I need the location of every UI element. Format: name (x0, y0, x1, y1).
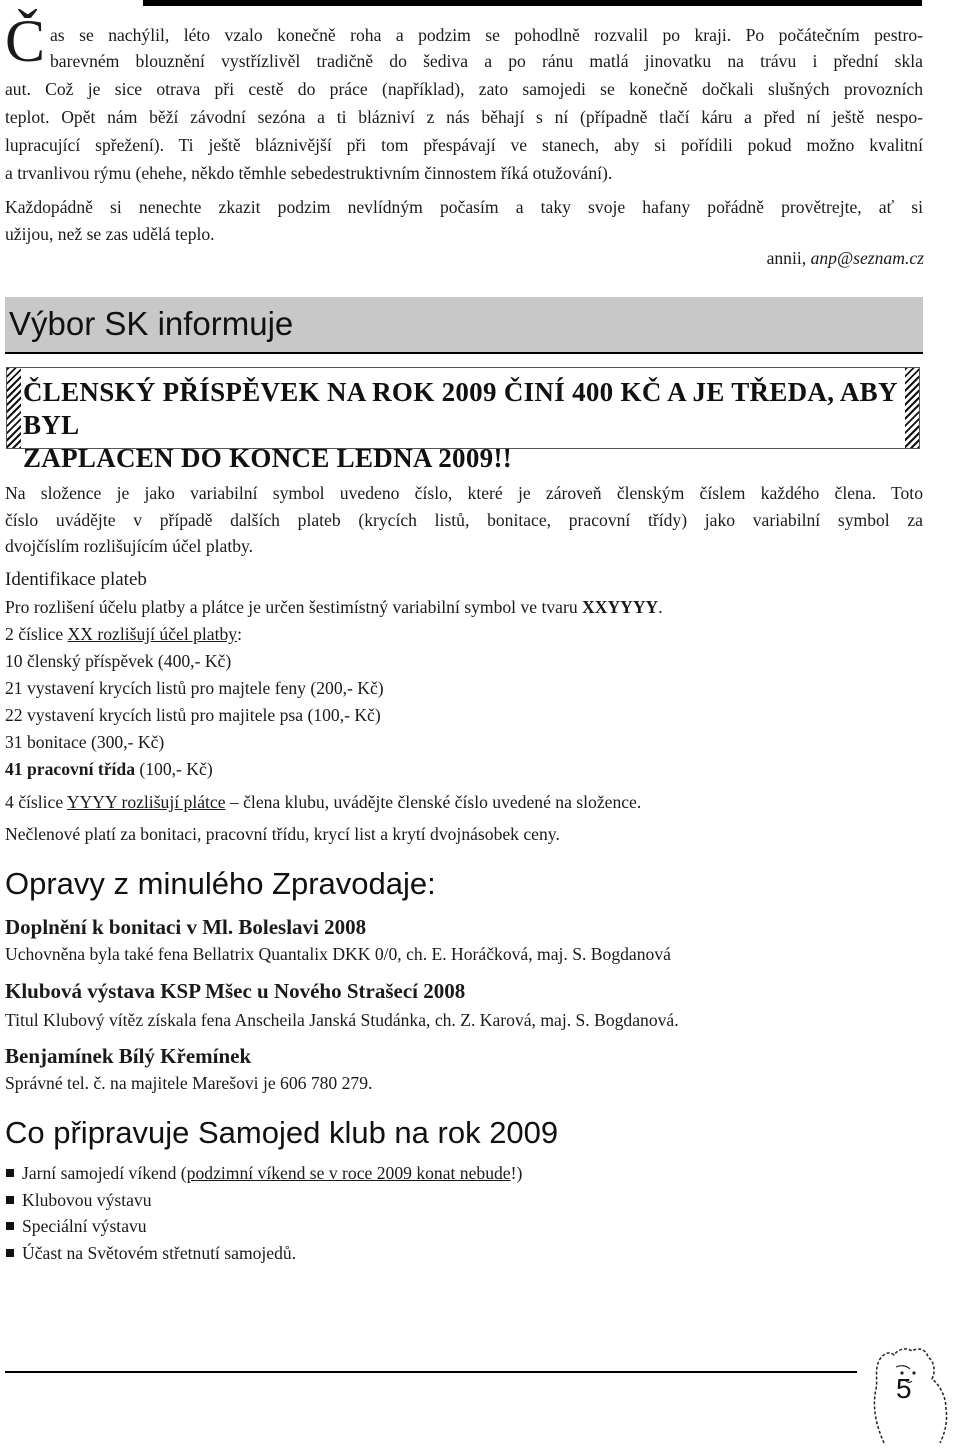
notice-text (23, 376, 903, 475)
signature-email: anp@seznam.cz (810, 248, 924, 268)
list-item (5, 1160, 522, 1187)
drop-cap: Č (5, 8, 46, 74)
section-header-band (5, 297, 923, 354)
intro-line-2: barevném blouznění vystřízlivěl tradičně do šediva a po ránu matlá jinovatku na trávu i přední skla (50, 51, 923, 71)
intro-para2-line-1: Každopádně si nenechte zkazit podzim nevlídným počasím a taky svoje hafany pořádně provětrejte, ať si (5, 197, 923, 217)
list-item: Klubovou výstavu (5, 1187, 522, 1214)
section-title-vybor: Výbor SK informuje (9, 305, 294, 342)
four-digit-underlined: YYYY rozlišují plátce (66, 792, 226, 812)
correction-text-2: Titul Klubový vítěz získala fena Anscheila Janská Studánka, ch. Z. Karová, maj. S. Bogdanová. (5, 1010, 679, 1030)
correction-heading-1: Doplnění k bonitaci v Ml. Boleslavi 2008 (5, 915, 367, 939)
plan-1-prefix: Jarní samojedí víkend ( (22, 1163, 187, 1183)
section-title-opravy: Opravy z minulého Zpravodaje: (5, 866, 436, 901)
notice-line-1: ČLENSKÝ PŘÍSPĚVEK NA ROK 2009 ČINÍ 400 KČ A JE TŘEDA, ABY BYL (23, 377, 897, 440)
code-31: 31 bonitace (300,- Kč) (5, 732, 165, 752)
code-41-price: (100,- Kč) (135, 759, 213, 779)
plan-1-underlined: podzimní víkend se v roce 2009 konat nebude (186, 1163, 511, 1183)
identification-end: . (658, 597, 663, 617)
top-rule (143, 0, 922, 6)
four-digit-prefix: 4 číslice (5, 792, 67, 812)
intro-line-6: a trvanlivou rýmu (ehehe, někdo těmhle sebedestruktivním činnostem říká otužování). (5, 163, 613, 183)
code-41 (5, 756, 213, 782)
membership-fee-notice (6, 367, 920, 473)
intro-line-4: teplot. Opět nám běží závodní sezóna a ti blázniví z nás běhají s ní (případně tlačí káru a před ní ještě nespo- (5, 107, 923, 127)
code-41-label: 41 pracovní třída (5, 759, 135, 779)
identification-text (5, 594, 663, 620)
section-title-plans: Co připravuje Samojed klub na rok 2009 (5, 1115, 559, 1150)
footer-rule (5, 1371, 857, 1373)
identification-text-body: Pro rozlišení účelu platby a plátce je určen šestimístný variabilní symbol ve tvaru (5, 597, 578, 617)
correction-heading-3: Benjamínek Bílý Křemínek (5, 1044, 252, 1068)
two-digit-underlined: XX rozlišují účel platby (67, 624, 238, 644)
four-digit-line (5, 789, 641, 815)
slip-para-line-1: Na složence je jako variabilní symbol uvedeno číslo, které je zároveň členským číslem každého člena. Toto (5, 483, 923, 503)
notice-right-pattern (905, 368, 919, 448)
two-digit-prefix: 2 číslice (5, 624, 68, 644)
signature-name: annii, (766, 248, 807, 268)
intro-line-1: as se nachýlil, léto vzalo konečně roha a podzim se pohodlně rozvalil po kraji. Po počátečním pestro- (50, 25, 923, 45)
identification-code: XXYYYY (582, 597, 659, 617)
signature (767, 248, 924, 269)
four-digit-suffix: – člena klubu, uvádějte členské číslo uvedené na složence. (225, 792, 642, 812)
identification-heading: Identifikace plateb (5, 569, 147, 590)
page-number: 5 (896, 1373, 912, 1404)
code-21: 21 vystavení krycích listů pro majtele feny (200,- Kč) (5, 678, 384, 698)
intro-line-5: lupracující spřežení). Ti ještě bláznivější při tom přespávají ve stanech, aby si pořídili pokud možno kvalitní (5, 135, 923, 155)
intro-para2-line-2: užijou, než se zas udělá teplo. (5, 224, 215, 244)
plan-1-suffix: !) (510, 1163, 523, 1183)
slip-para-line-3: dvojčíslím rozlišujícím účel platby. (5, 536, 254, 556)
slip-para-line-2: číslo uvádějte v případě dalších plateb (krycích listů, bonitace, pracovní třídy) jako variabilní symbol za (5, 510, 923, 530)
notice-left-pattern (7, 368, 21, 448)
correction-text-3: Správné tel. č. na majitele Marešovi je 606 780 279. (5, 1073, 373, 1093)
code-10: 10 členský příspěvek (400,- Kč) (5, 651, 232, 671)
code-22: 22 vystavení krycích listů pro majitele psa (100,- Kč) (5, 705, 381, 725)
plans-list (5, 1160, 522, 1266)
nonmember-note: Nečlenové platí za bonitaci, pracovní třídu, krycí list a krytí dvojnásobek ceny. (5, 824, 560, 844)
two-digit-suffix: : (237, 624, 242, 644)
list-item: Účast na Světovém střetnutí samojedů. (5, 1240, 522, 1267)
correction-text-1: Uchovněna byla také fena Bellatrix Quantalix DKK 0/0, ch. E. Horáčková, maj. S. Bogdanová (5, 944, 671, 964)
two-digit-line (5, 621, 242, 647)
intro-line-3: aut. Což je sice otrava při cestě do práce (například), zato samojedi se konečně dočkali slušných provozních (5, 79, 923, 99)
correction-heading-2: Klubová výstava KSP Mšec u Nového Strašecí 2008 (5, 979, 466, 1003)
list-item: Speciální výstavu (5, 1213, 522, 1240)
notice-line-2: ZAPLACEN DO KONCE LEDNA 2009!! (23, 443, 513, 473)
